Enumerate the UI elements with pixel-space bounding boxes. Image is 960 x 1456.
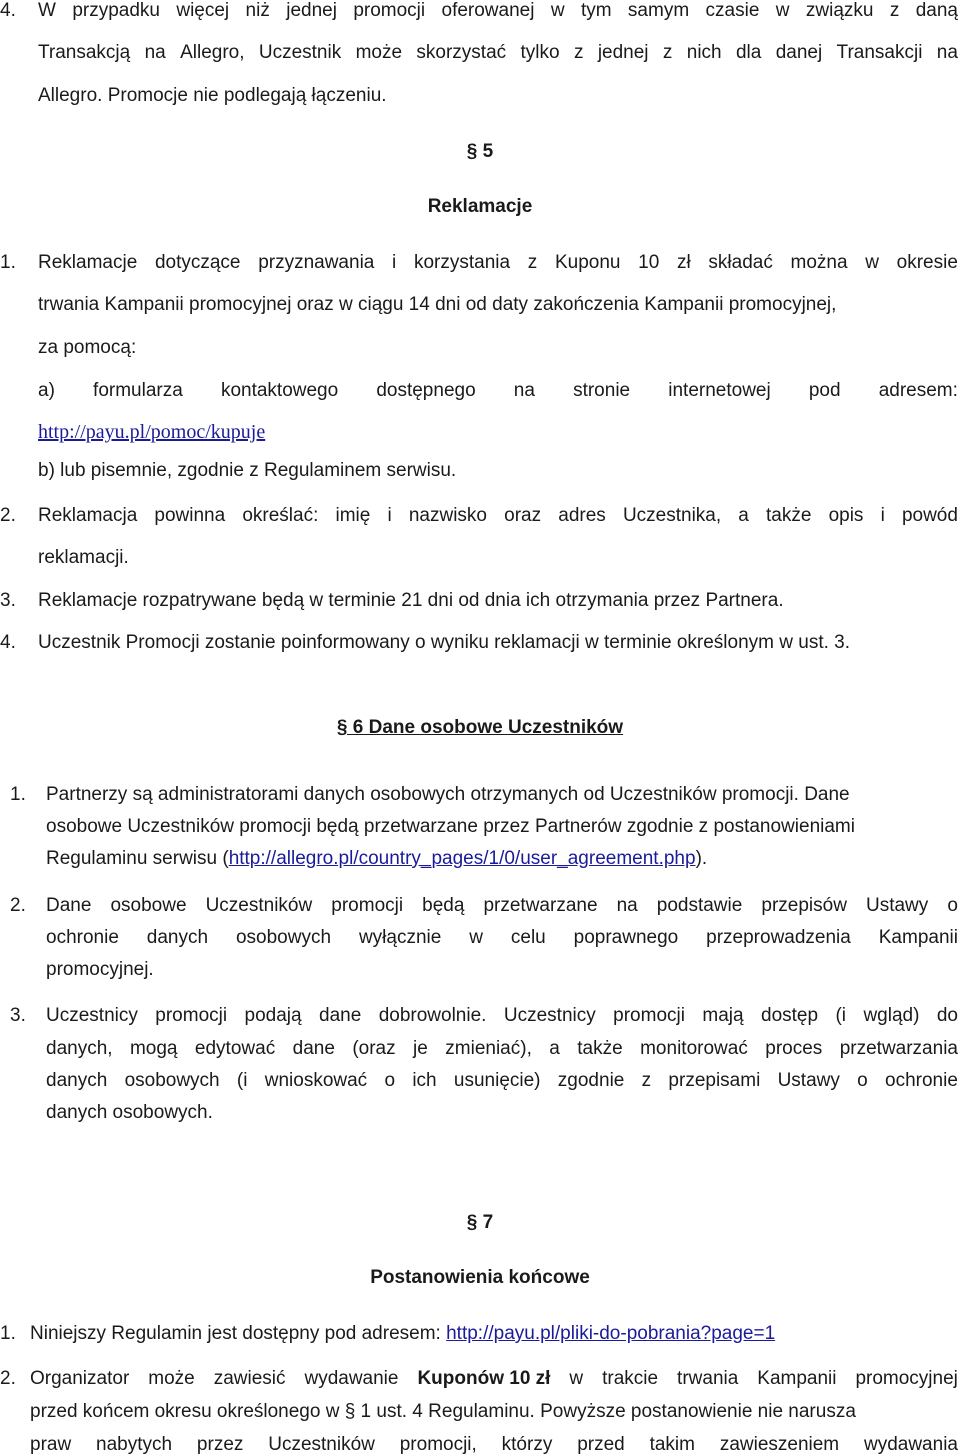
- word: może: [355, 42, 403, 63]
- complaint-form-link[interactable]: http://payu.pl/pomoc/kupuje: [38, 421, 266, 443]
- paragraph-line: [46, 927, 958, 949]
- word: poprawnego: [573, 927, 679, 948]
- word: wyłącznie: [358, 927, 442, 948]
- word: Uczestnika,: [622, 505, 722, 526]
- paragraph-line: Reklamacje rozpatrywane będą w terminie 21 dni od dnia ich otrzymania przez Partnera.: [38, 590, 784, 611]
- word: jednej: [597, 42, 649, 63]
- item-number: 2.: [0, 1368, 16, 1389]
- paragraph-line: [30, 1368, 958, 1390]
- word: ich: [412, 1070, 437, 1091]
- word: z: [641, 1070, 652, 1091]
- word: na: [144, 42, 166, 63]
- word: związku: [805, 0, 874, 21]
- word: jednej: [286, 0, 337, 21]
- word: i: [392, 252, 397, 273]
- word: nabytych: [96, 1434, 173, 1455]
- paragraph-line: [46, 848, 707, 870]
- word: Uczestnicy: [46, 1005, 138, 1026]
- word: przetwarzane: [483, 895, 598, 916]
- word: a): [38, 380, 55, 401]
- word: osobowych: [124, 1070, 220, 1091]
- word: takim: [649, 1434, 695, 1455]
- word: także: [766, 505, 812, 526]
- item-number: 1.: [10, 784, 26, 805]
- word: danej: [775, 42, 823, 63]
- word: oferowanej: [441, 0, 535, 21]
- paragraph-line: [46, 1070, 958, 1092]
- paragraph-line: [38, 0, 958, 22]
- word: skorzystać: [416, 42, 507, 63]
- word: promocji: [613, 1005, 685, 1026]
- word: (i: [835, 1005, 847, 1026]
- word: zgodnie: [557, 1070, 625, 1091]
- item-number: 4.: [0, 632, 16, 653]
- word: w: [469, 927, 483, 948]
- word: dostęp: [761, 1005, 819, 1026]
- word: z: [662, 42, 673, 63]
- word: Kampanii: [757, 1368, 837, 1389]
- word: o: [947, 895, 958, 916]
- regulations-download-link[interactable]: http://payu.pl/pliki-do-pobrania?page=1: [446, 1323, 776, 1344]
- word: Organizator: [30, 1368, 130, 1389]
- paragraph-line: b) lub pisemnie, zgodnie z Regulaminem serwisu.: [38, 460, 457, 481]
- word: zawiesić: [213, 1368, 286, 1389]
- paragraph-line: Partnerzy są administratorami danych osobowych otrzymanych od Uczestników promocji. Dane: [46, 784, 850, 805]
- word: promocji: [331, 895, 404, 916]
- word: składać: [708, 252, 773, 273]
- paragraph-line: [46, 1038, 958, 1060]
- word: Kampanii: [878, 927, 958, 948]
- word: Allegro,: [180, 42, 245, 63]
- paragraph-line: [30, 1323, 775, 1345]
- text-span: Regulaminu serwisu (: [46, 848, 229, 869]
- word: mogą: [129, 1038, 178, 1059]
- paragraph-line: osobowe Uczestników promocji będą przetwarzane przez Partnerów zgodnie z postanowieniami: [46, 816, 855, 837]
- word: przez: [196, 1434, 244, 1455]
- word: przypadku: [72, 0, 160, 21]
- word: osobowych: [235, 927, 332, 948]
- word: w: [550, 0, 565, 21]
- item-number: 1.: [0, 252, 16, 273]
- word: je: [413, 1038, 428, 1059]
- word: (i: [236, 1070, 248, 1091]
- word: oraz: [504, 505, 542, 526]
- item-number: 3.: [0, 590, 16, 611]
- word: kontaktowego: [220, 380, 339, 401]
- word: z: [889, 0, 900, 21]
- paragraph-line: [38, 252, 958, 274]
- paragraph-line: [46, 895, 958, 917]
- word: a: [549, 1038, 560, 1059]
- word: w: [775, 0, 790, 21]
- word: promocji,: [399, 1434, 477, 1455]
- word: promocyjnej: [855, 1368, 958, 1389]
- word: Uczestników: [268, 1434, 375, 1455]
- word: nich: [686, 42, 722, 63]
- item-number: 3.: [10, 1005, 26, 1026]
- word: adresem:: [878, 380, 958, 401]
- word: może: [148, 1368, 195, 1389]
- word: mają: [702, 1005, 744, 1026]
- word: zawieszeniem: [719, 1434, 840, 1455]
- word: powód: [901, 505, 958, 526]
- word: nazwisko: [408, 505, 488, 526]
- paragraph-line: [38, 505, 958, 527]
- word: Transakcją: [38, 42, 131, 63]
- word: korzystania: [413, 252, 511, 273]
- word: z: [573, 42, 584, 63]
- word: Reklamacja: [38, 505, 138, 526]
- text-span: Niniejszy Regulamin jest dostępny pod adresem:: [30, 1323, 447, 1344]
- word: danych: [46, 1070, 108, 1091]
- word: także: [577, 1038, 623, 1059]
- word: wydawania: [863, 1434, 958, 1455]
- section-title: Reklamacje: [427, 196, 533, 217]
- word: praw: [30, 1434, 72, 1455]
- word: opis: [828, 505, 864, 526]
- word: wydawanie: [304, 1368, 399, 1389]
- paragraph-line: Uczestnik Promocji zostanie poinformowany o wyniku reklamacji w terminie określonym w ust. 3.: [38, 632, 851, 653]
- word: przepisami: [668, 1070, 761, 1091]
- word: będą: [422, 895, 465, 916]
- word: imię: [335, 505, 371, 526]
- section-symbol: § 7: [466, 1212, 494, 1233]
- paragraph-line: [38, 42, 958, 64]
- word: przyznawania: [258, 252, 375, 273]
- word: dostępnego: [376, 380, 476, 401]
- paragraph-line: przed końcem okresu określonego w § 1 ust. 4 Regulaminu. Powyższe postanowienie nie narusza: [30, 1401, 856, 1422]
- word: i: [387, 505, 392, 526]
- word: ochronie: [885, 1070, 958, 1091]
- word: Dane: [46, 895, 92, 916]
- word: Kuponu: [554, 252, 621, 273]
- word: przed: [577, 1434, 625, 1455]
- word: wnioskować: [264, 1070, 368, 1091]
- word: tylko: [520, 42, 560, 63]
- item-number: 1.: [0, 1323, 16, 1344]
- word: osobowe: [110, 895, 187, 916]
- word: promocji: [353, 0, 426, 21]
- word: celu: [510, 927, 546, 948]
- word: ochronie: [46, 927, 119, 948]
- word: na: [936, 42, 958, 63]
- word: Uczestników: [205, 895, 313, 916]
- word: określać:: [242, 505, 319, 526]
- word: i: [880, 505, 885, 526]
- word: przeprowadzenia: [706, 927, 851, 948]
- word: którzy: [501, 1434, 553, 1455]
- word: stronie: [573, 380, 631, 401]
- word: dane: [319, 1005, 362, 1026]
- word: przepisów: [761, 895, 847, 916]
- word: o: [857, 1070, 868, 1091]
- word: tym: [580, 0, 612, 21]
- word: trakcie: [602, 1368, 659, 1389]
- word: dobrowolnie.: [378, 1005, 487, 1026]
- section-title: Postanowienia końcowe: [370, 1267, 590, 1288]
- paragraph-line: za pomocą:: [38, 337, 137, 358]
- word: dla: [735, 42, 762, 63]
- word: Uczestnik: [258, 42, 342, 63]
- word: podstawie: [656, 895, 743, 916]
- word: proces: [765, 1038, 823, 1059]
- word: Transakcji: [836, 42, 923, 63]
- word: więcej: [176, 0, 230, 21]
- word: do: [936, 1005, 958, 1026]
- word: danych: [146, 927, 209, 948]
- word: usunięcie): [453, 1070, 541, 1091]
- word: promocji: [155, 1005, 228, 1026]
- paragraph-line: [46, 1005, 958, 1027]
- text-span: ).: [695, 848, 708, 869]
- word: w: [569, 1368, 584, 1389]
- word: okresie: [896, 252, 958, 273]
- paragraph-line: trwania Kampanii promocyjnej oraz w ciągu 14 dni od daty zakończenia Kampanii promocyjnej,: [38, 294, 837, 315]
- paragraph-line: promocyjnej.: [46, 959, 154, 980]
- word: powinna: [154, 505, 226, 526]
- word: z: [527, 252, 538, 273]
- word: dane: [292, 1038, 335, 1059]
- word: W: [38, 0, 56, 21]
- word: na: [616, 895, 638, 916]
- word: Reklamacje: [38, 252, 138, 273]
- word: samym: [627, 0, 690, 21]
- word: trwania: [677, 1368, 739, 1389]
- word: Kuponów 10 zł: [417, 1368, 551, 1389]
- word: (oraz: [352, 1038, 396, 1059]
- word: można: [790, 252, 848, 273]
- word: Ustawy: [865, 895, 929, 916]
- word: edytować: [194, 1038, 276, 1059]
- paragraph-line: reklamacji.: [38, 547, 129, 568]
- word: o: [384, 1070, 396, 1091]
- word: adres: [558, 505, 606, 526]
- paragraph-line: [30, 1434, 958, 1456]
- allegro-agreement-link[interactable]: http://allegro.pl/country_pages/1/0/user_agreement.php: [228, 848, 696, 869]
- word: a: [738, 505, 749, 526]
- word: monitorować: [640, 1038, 748, 1059]
- word: 10: [638, 252, 660, 273]
- word: niż: [245, 0, 270, 21]
- word: zł: [676, 252, 691, 273]
- word: daną: [915, 0, 958, 21]
- item-number: 2.: [0, 505, 16, 526]
- paragraph-line: [38, 380, 958, 402]
- word: w: [865, 252, 879, 273]
- word: dotyczące: [154, 252, 241, 273]
- word: podają: [244, 1005, 302, 1026]
- word: pod: [808, 380, 841, 401]
- word: zmieniać),: [445, 1038, 532, 1059]
- word: Ustawy: [777, 1070, 840, 1091]
- word: Uczestnicy: [503, 1005, 596, 1026]
- word: danych,: [46, 1038, 113, 1059]
- word: internetowej: [668, 380, 771, 401]
- word: przetwarzania: [839, 1038, 958, 1059]
- word: czasie: [705, 0, 760, 21]
- section-symbol: § 5: [466, 141, 494, 162]
- paragraph-line: Allegro. Promocje nie podlegają łączeniu.: [38, 85, 387, 106]
- word: formularza: [93, 380, 183, 401]
- word: wgląd): [863, 1005, 920, 1026]
- item-number: 2.: [10, 895, 26, 916]
- item-number: 4.: [0, 0, 16, 21]
- section-heading: § 6 Dane osobowe Uczestników: [336, 717, 624, 738]
- word: na: [513, 380, 535, 401]
- paragraph-line: danych osobowych.: [46, 1102, 213, 1123]
